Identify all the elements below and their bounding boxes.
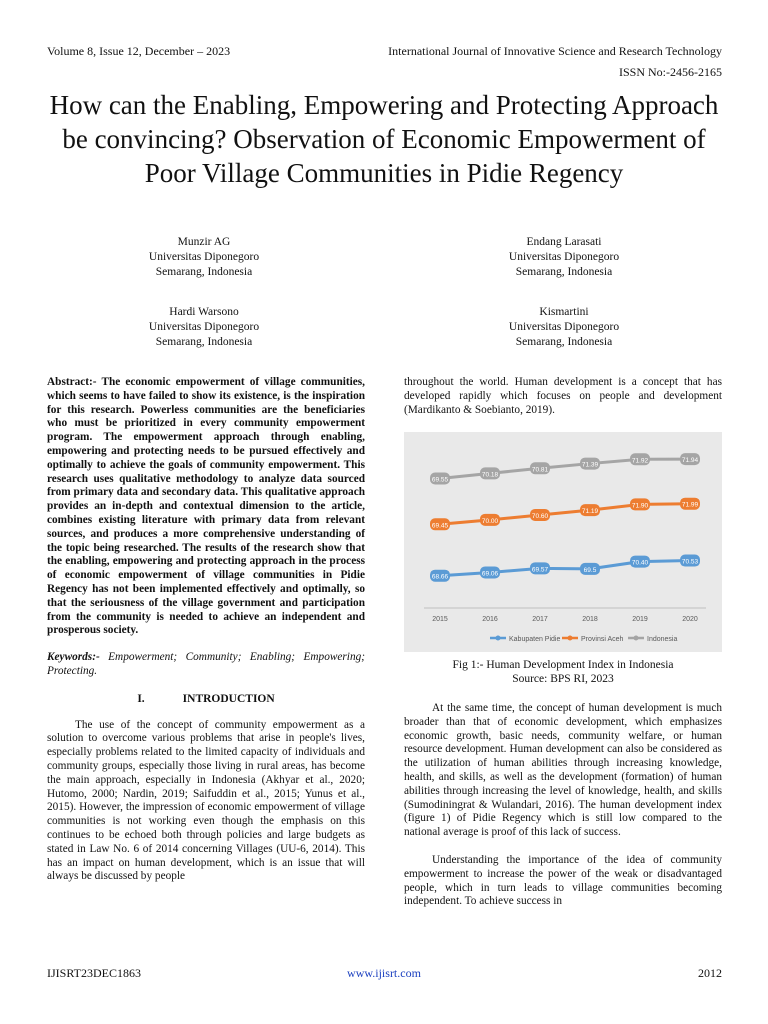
data-label: 71.90	[631, 502, 649, 510]
author-block-2	[444, 235, 684, 280]
author-name: Kismartini	[539, 306, 589, 318]
data-label: 69.45	[431, 522, 449, 530]
right-paragraph-2: Understanding the importance of the idea of community empowerment to increase the power of the weak or disadvantaged people, which in turn leads to village communities becoming independent. To achieve success in	[404, 853, 722, 908]
author-block-3	[84, 305, 324, 350]
author-affiliation: Universitas Diponegoro	[148, 321, 260, 333]
issue-info: Volume 8, Issue 12, December – 2023	[47, 44, 231, 58]
series-line	[440, 459, 690, 478]
data-label: 70.53	[681, 558, 699, 566]
series-line	[440, 561, 690, 576]
author-name: Endang Larasati	[526, 236, 602, 248]
x-tick-label: 2020	[682, 616, 698, 623]
author-affiliation: Universitas Diponegoro	[148, 251, 260, 263]
legend-label: Kabupaten Pidie	[509, 636, 561, 643]
journal-name: International Journal of Innovative Science and Research Technology	[388, 44, 722, 58]
paper-title: How can the Enabling, Empowering and Protecting Approach be convincing? Observation of Economic Empowerment of Poor Village Communities in Pidie Regency	[49, 90, 719, 188]
right-column-body	[404, 702, 722, 909]
issn: ISSN No:-2456-2165	[618, 65, 722, 79]
author-affiliation: Universitas Diponegoro	[508, 321, 620, 333]
section-title: INTRODUCTION	[182, 692, 275, 705]
legend-marker	[496, 636, 501, 641]
data-label: 68.66	[431, 573, 449, 581]
author-block-1	[84, 235, 324, 280]
article-code: IJISRT23DEC1863	[47, 966, 141, 980]
left-column	[47, 376, 365, 884]
abstract	[47, 376, 365, 638]
data-label: 70.40	[631, 559, 649, 567]
keywords-label: Keywords:-	[47, 651, 100, 664]
page-number: 2012	[698, 966, 722, 980]
data-label: 69.5	[583, 566, 597, 574]
x-tick-label: 2019	[632, 616, 648, 623]
abstract-label: Abstract:-	[47, 376, 97, 388]
author-name: Munzir AG	[177, 236, 231, 248]
data-label: 70.00	[481, 517, 499, 525]
data-label: 69.55	[431, 476, 449, 484]
data-label: 69.06	[481, 570, 499, 578]
hdi-chart	[404, 432, 722, 652]
data-label: 70.18	[481, 471, 499, 479]
legend-label: Indonesia	[647, 636, 678, 643]
legend-marker	[568, 636, 573, 641]
abstract-text: The economic empowerment of village communities, which seems to have failed to show its existence, is the inspiration for this research. Powerless communities are the beneficiaries who must be prioritized in every community empowerment program. The empowerment approach through enabling, empowering and protecting needs to be pursued effectively and optimally to achieve the goals of community empowerment. This research uses qualitative methodology to analyze data sourced from primary data and secondary data. This qualitative approach provides an in-depth and contextual dimension to the article, combines existing literature with primary data from relevant sources, and produces a more comprehensive understanding of the topic being researched. The results of the research show that the enabling, empowering and protecting approach in the process of economic empowerment of village communities in Pidie Regency has not been implemented effectively and optimally, so that the seriousness of the village government and participation from the community is needed to achieve an independent and prosperous society.	[47, 376, 365, 637]
right-column-top: throughout the world. Human development is a concept that has developed rapidly which focuses on people and development (Mardikanto & Soebianto, 2019).	[404, 376, 722, 416]
hdi-chart-svg	[404, 432, 722, 652]
data-label: 70.60	[531, 512, 549, 520]
right-paragraph-1: At the same time, the concept of human development is much broader than that of economic development, which emphasizes economic growth, basic needs, community welfare, or human resource development. Human development can also be considered as the utilization of human abilities through increasing knowledge, health, and skills, as well as the development (formation) of human abilities through increasing the level of knowledge, health, and skills (Sumodiningrat & Wulandari, 2016). The human development index (figure 1) of Pidie Regency which is still low compared to the national average is proof of this lack of success.	[404, 702, 722, 839]
journal-url[interactable]: www.ijisrt.com	[347, 966, 421, 980]
x-tick-label: 2017	[532, 616, 548, 623]
section-heading	[47, 693, 365, 707]
author-block-4	[444, 305, 684, 350]
legend-label: Provinsi Aceh	[581, 636, 624, 643]
data-label: 71.92	[631, 457, 649, 465]
data-label: 71.99	[681, 501, 699, 509]
x-tick-label: 2018	[582, 616, 598, 623]
keywords	[47, 651, 365, 679]
data-label: 71.39	[581, 461, 599, 469]
author-location: Semarang, Indonesia	[515, 336, 613, 348]
x-tick-label: 2015	[432, 616, 448, 623]
figure-source: Source: BPS RI, 2023	[512, 673, 614, 685]
series-line	[440, 504, 690, 525]
data-label: 69.57	[531, 566, 549, 574]
figure-title: Fig 1:- Human Development Index in Indonesia	[452, 659, 674, 671]
intro-paragraph: The use of the concept of community empowerment as a solution to overcome various problems that arise in people's lives, especially problems related to the limited capacity of individuals and community groups, especially those living in rural areas, has become the main approach, especially in Indonesia (Akhyar et al., 2020; Hutomo, 2000; Nardin, 2019; Saifuddin et al., 2015; Yunus et al., 2015). However, the impression of economic empowerment of village communities is not working even though the emphasis on this continues to be echoed both through policies and large budgets as stated in Law No. 6 of 2014 concerning Villages (UU-6, 2014). This has an impact on human development, which is an issue that will always be discussed by people	[47, 718, 365, 883]
author-affiliation: Universitas Diponegoro	[508, 251, 620, 263]
section-number: I.	[137, 692, 145, 705]
author-name: Hardi Warsono	[169, 306, 239, 318]
author-location: Semarang, Indonesia	[155, 266, 253, 278]
keywords-text: Empowerment; Community; Enabling; Empowering; Protecting.	[47, 651, 365, 677]
data-label: 71.19	[581, 508, 599, 516]
author-location: Semarang, Indonesia	[515, 266, 613, 278]
data-label: 70.81	[531, 466, 549, 474]
data-label: 71.94	[681, 457, 699, 465]
x-tick-label: 2016	[482, 616, 498, 623]
legend-marker	[634, 636, 639, 641]
figure-caption	[404, 658, 722, 686]
author-location: Semarang, Indonesia	[155, 336, 253, 348]
